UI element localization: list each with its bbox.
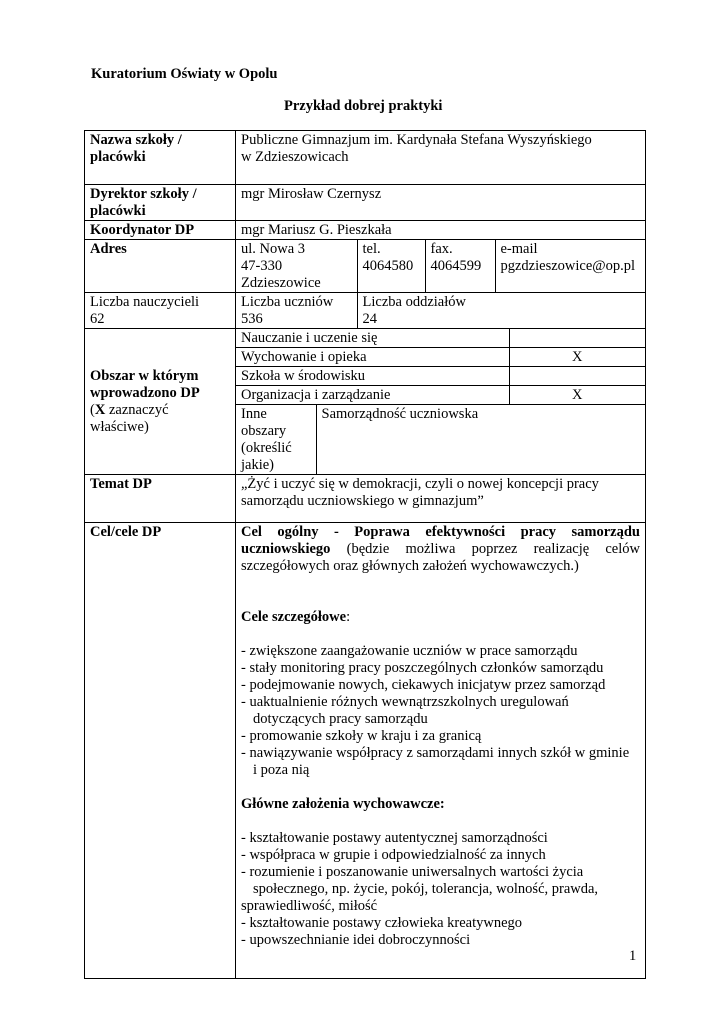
specific-goal-item: i poza nią <box>253 762 310 778</box>
coordinator-value: mgr Mariusz G. Pieszkała <box>236 221 646 240</box>
classes-count: Liczba oddziałów 24 <box>357 293 645 328</box>
specific-goal-item: - nawiązywanie współpracy z samorządami innych szkół w gminie <box>241 745 630 761</box>
specific-goal-item: - zwiększone zaangażowanie uczniów w prace samorządu <box>241 643 578 659</box>
phone-block: tel. 4064580 <box>357 240 425 292</box>
address-subtable <box>236 240 645 292</box>
area-option-mark <box>509 329 645 348</box>
specific-goal-item: - promowanie szkoły w kraju i za granicą <box>241 728 482 744</box>
specific-goal-item: - stały monitoring pracy poszczególnych członków samorządu <box>241 660 604 676</box>
area-row <box>85 329 646 475</box>
school-name-row <box>85 131 646 185</box>
educational-item: - kształtowanie postawy człowieka kreatywnego <box>241 915 523 931</box>
director-label: Dyrektor szkoły / placówki <box>85 185 236 221</box>
educational-item: - kształtowanie postawy autentycznej samorządności <box>241 830 548 846</box>
specific-goal-item: - uaktualnienie różnych wewnątrzszkolnych uregulowań <box>241 694 569 710</box>
director-value: mgr Mirosław Czernysz <box>236 185 646 221</box>
educational-item: sprawiedliwość, miłość <box>241 898 378 914</box>
area-other-value: Samorządność uczniowska <box>316 405 645 475</box>
counts-subtable <box>236 293 645 328</box>
educational-item: - współpraca w grupie i odpowiedzialność za innych <box>241 847 546 863</box>
specific-goals-heading: Cele szczegółowe: <box>241 609 351 625</box>
goals-content <box>236 523 646 979</box>
specific-goal-item: - podejmowanie nowych, ciekawych inicjatyw przez samorząd <box>241 677 606 693</box>
educational-item: - upowszechnianie idei dobroczynności <box>241 932 471 948</box>
goals-row <box>85 523 646 979</box>
topic-value: „Żyć i uczyć się w demokracji, czyli o nowej koncepcji pracy samorządu uczniowskiego w gimnazjum” <box>236 475 646 523</box>
email-value: pgzdzieszowice@op.pl <box>500 258 636 274</box>
director-row <box>85 185 646 221</box>
educational-heading: Główne założenia wychowawcze: <box>241 796 445 812</box>
school-name-label: Nazwa szkoły / placówki <box>85 131 236 185</box>
educational-item: - rozumienie i poszanowanie uniwersalnych wartości życia <box>241 864 584 880</box>
area-label: Obszar w którym wprowadzono DP (X zaznaczyć właściwe) <box>85 329 236 475</box>
fax-block: fax. 4064599 <box>425 240 495 292</box>
general-goal: Cel ogólny - Poprawa efektywności pracy samorządu uczniowskiego (będzie możliwa poprzez realizację celów szczegółowych oraz głównych założeń wychowawczych.) <box>241 524 640 574</box>
area-option-mark: X <box>509 386 645 405</box>
coordinator-row <box>85 221 646 240</box>
area-option: Organizacja i zarządzanie X <box>236 386 645 405</box>
topic-label: Temat DP <box>85 475 236 523</box>
students-count: Liczba uczniów 536 <box>236 293 357 328</box>
area-option: Wychowanie i opieka X <box>236 348 645 367</box>
school-name-value: Publiczne Gimnazjum im. Kardynała Stefana Wyszyńskiego w Zdzieszowicach <box>236 131 646 185</box>
teachers-count: Liczba nauczycieli 62 <box>85 293 236 329</box>
email-block: e-mail pgzdzieszowice@op.pl <box>495 240 645 292</box>
area-options-subtable <box>236 329 645 474</box>
address-street-block: ul. Nowa 3 47-330 Zdzieszowice <box>236 240 357 292</box>
document-title: Przykład dobrej praktyki <box>284 98 443 114</box>
address-row <box>85 240 646 293</box>
counts-row <box>85 293 646 329</box>
area-option: Nauczanie i uczenie się <box>236 329 645 348</box>
area-other-row <box>236 405 645 475</box>
area-option: Szkoła w środowisku <box>236 367 645 386</box>
area-option-mark <box>509 367 645 386</box>
topic-row <box>85 475 646 523</box>
specific-goal-item: dotyczących pracy samorządu <box>253 711 428 727</box>
area-other-label: Inne obszary (określić jakie) <box>236 405 316 475</box>
organization-name: Kuratorium Oświaty w Opolu <box>91 66 278 82</box>
address-label: Adres <box>85 240 236 293</box>
area-option-mark: X <box>509 348 645 367</box>
practice-form-table <box>84 130 646 979</box>
goals-label: Cel/cele DP <box>85 523 236 979</box>
educational-item: społecznego, np. życie, pokój, tolerancja, wolność, prawda, <box>253 881 599 897</box>
page-number: 1 <box>629 948 637 964</box>
coordinator-label: Koordynator DP <box>85 221 236 240</box>
